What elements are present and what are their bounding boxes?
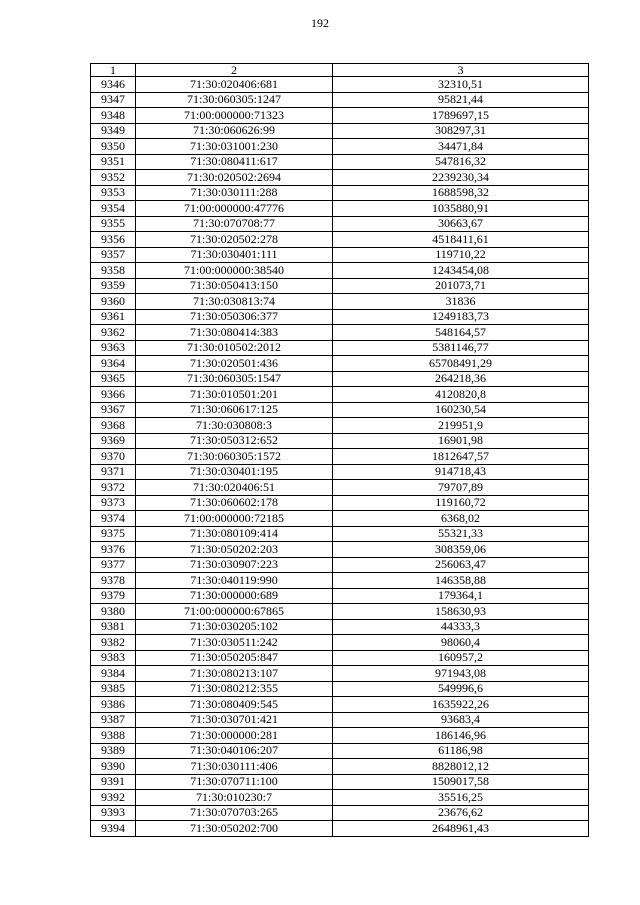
cadastral-number-cell: 71:30:030701:421 <box>136 712 333 728</box>
row-number-cell: 9346 <box>91 77 136 93</box>
table-row <box>91 697 589 713</box>
cadastral-number-cell: 71:00:000000:67865 <box>136 604 333 620</box>
table-row <box>91 418 589 434</box>
cadastral-number-cell: 71:30:030511:242 <box>136 635 333 651</box>
table-row <box>91 294 589 310</box>
row-number-cell: 9386 <box>91 697 136 713</box>
table-row <box>91 495 589 511</box>
table-row <box>91 232 589 248</box>
row-number-cell: 9359 <box>91 278 136 294</box>
table-row <box>91 526 589 542</box>
row-number-cell: 9356 <box>91 232 136 248</box>
row-number-cell: 9380 <box>91 604 136 620</box>
row-number-cell: 9365 <box>91 371 136 387</box>
row-number-cell: 9368 <box>91 418 136 434</box>
cadastral-number-cell: 71:30:050413:150 <box>136 278 333 294</box>
value-cell: 23676,62 <box>333 805 589 821</box>
table-row <box>91 201 589 217</box>
page-number: 192 <box>311 16 329 30</box>
value-cell: 35516,25 <box>333 790 589 806</box>
value-cell: 1789697,15 <box>333 108 589 124</box>
row-number-cell: 9362 <box>91 325 136 341</box>
table-row <box>91 170 589 186</box>
table-row <box>91 805 589 821</box>
cadastral-number-cell: 71:30:080213:107 <box>136 666 333 682</box>
row-number-cell: 9363 <box>91 340 136 356</box>
value-cell: 308359,06 <box>333 542 589 558</box>
table-row <box>91 511 589 527</box>
table-row <box>91 728 589 744</box>
table-row <box>91 371 589 387</box>
cadastral-number-cell: 71:30:020406:51 <box>136 480 333 496</box>
value-cell: 44333,3 <box>333 619 589 635</box>
table-row <box>91 263 589 279</box>
row-number-cell: 9366 <box>91 387 136 403</box>
value-cell: 2239230,34 <box>333 170 589 186</box>
cadastral-number-cell: 71:30:060305:1572 <box>136 449 333 465</box>
row-number-cell: 9350 <box>91 139 136 155</box>
row-number-cell: 9394 <box>91 821 136 837</box>
cadastral-number-cell: 71:30:080109:414 <box>136 526 333 542</box>
value-cell: 256063,47 <box>333 557 589 573</box>
row-number-cell: 9375 <box>91 526 136 542</box>
table-row <box>91 216 589 232</box>
cadastral-number-cell: 71:30:050306:377 <box>136 309 333 325</box>
value-cell: 1509017,58 <box>333 774 589 790</box>
value-cell: 31836 <box>333 294 589 310</box>
cadastral-number-cell: 71:30:080411:617 <box>136 154 333 170</box>
cadastral-number-cell: 71:30:000000:281 <box>136 728 333 744</box>
cadastral-number-cell: 71:30:030813:74 <box>136 294 333 310</box>
value-cell: 1243454,08 <box>333 263 589 279</box>
row-number-cell: 9388 <box>91 728 136 744</box>
table-row <box>91 774 589 790</box>
table-row <box>91 557 589 573</box>
table-row <box>91 666 589 682</box>
cadastral-number-cell: 71:30:060305:1547 <box>136 371 333 387</box>
row-number-cell: 9374 <box>91 511 136 527</box>
cadastral-number-cell: 71:30:010230:7 <box>136 790 333 806</box>
cadastral-number-cell: 71:30:060626:99 <box>136 123 333 139</box>
row-number-cell: 9360 <box>91 294 136 310</box>
value-cell: 548164,57 <box>333 325 589 341</box>
cadastral-number-cell: 71:30:040119:990 <box>136 573 333 589</box>
cadastral-number-cell: 71:30:031001:230 <box>136 139 333 155</box>
column-header-3: 3 <box>333 64 589 77</box>
value-cell: 547816,32 <box>333 154 589 170</box>
row-number-cell: 9357 <box>91 247 136 263</box>
row-number-cell: 9387 <box>91 712 136 728</box>
cadastral-number-cell: 71:30:070703:265 <box>136 805 333 821</box>
table-body <box>91 77 589 837</box>
cadastral-number-cell: 71:30:030111:406 <box>136 759 333 775</box>
value-cell: 5381146,77 <box>333 340 589 356</box>
cadastral-number-cell: 71:30:030205:102 <box>136 619 333 635</box>
table-row <box>91 185 589 201</box>
row-number-cell: 9392 <box>91 790 136 806</box>
cadastral-number-cell: 71:30:030401:195 <box>136 464 333 480</box>
cadastral-number-cell: 71:30:080409:545 <box>136 697 333 713</box>
value-cell: 6368,02 <box>333 511 589 527</box>
row-number-cell: 9369 <box>91 433 136 449</box>
cadastral-number-cell: 71:30:020406:681 <box>136 77 333 93</box>
value-cell: 549996,6 <box>333 681 589 697</box>
cadastral-number-cell: 71:30:030808:3 <box>136 418 333 434</box>
table-row <box>91 278 589 294</box>
row-number-cell: 9382 <box>91 635 136 651</box>
value-cell: 30663,67 <box>333 216 589 232</box>
table-header-row <box>91 64 589 77</box>
table-row <box>91 108 589 124</box>
row-number-cell: 9377 <box>91 557 136 573</box>
row-number-cell: 9361 <box>91 309 136 325</box>
table-row <box>91 635 589 651</box>
row-number-cell: 9372 <box>91 480 136 496</box>
table-row <box>91 325 589 341</box>
column-header-1: 1 <box>91 64 136 77</box>
value-cell: 186146,96 <box>333 728 589 744</box>
table-row <box>91 464 589 480</box>
value-cell: 160957,2 <box>333 650 589 666</box>
value-cell: 914718,43 <box>333 464 589 480</box>
table-row <box>91 573 589 589</box>
table-row <box>91 92 589 108</box>
value-cell: 146358,88 <box>333 573 589 589</box>
value-cell: 1812647,57 <box>333 449 589 465</box>
table-row <box>91 619 589 635</box>
column-header-2: 2 <box>136 64 333 77</box>
row-number-cell: 9353 <box>91 185 136 201</box>
table-row <box>91 480 589 496</box>
cadastral-number-cell: 71:30:050205:847 <box>136 650 333 666</box>
value-cell: 971943,08 <box>333 666 589 682</box>
cadastral-number-cell: 71:30:030907:223 <box>136 557 333 573</box>
table-row <box>91 402 589 418</box>
row-number-cell: 9391 <box>91 774 136 790</box>
table-row <box>91 309 589 325</box>
value-cell: 93683,4 <box>333 712 589 728</box>
cadastral-number-cell: 71:30:010502:2012 <box>136 340 333 356</box>
table-row <box>91 154 589 170</box>
value-cell: 2648961,43 <box>333 821 589 837</box>
value-cell: 179364,1 <box>333 588 589 604</box>
table-row <box>91 759 589 775</box>
cadastral-number-cell: 71:30:050202:700 <box>136 821 333 837</box>
row-number-cell: 9367 <box>91 402 136 418</box>
row-number-cell: 9348 <box>91 108 136 124</box>
cadastral-number-cell: 71:30:060617:125 <box>136 402 333 418</box>
cadastral-number-cell: 71:30:080414:383 <box>136 325 333 341</box>
row-number-cell: 9364 <box>91 356 136 372</box>
table-row <box>91 542 589 558</box>
table-row <box>91 743 589 759</box>
row-number-cell: 9383 <box>91 650 136 666</box>
row-number-cell: 9379 <box>91 588 136 604</box>
value-cell: 16901,98 <box>333 433 589 449</box>
cadastral-number-cell: 71:00:000000:38540 <box>136 263 333 279</box>
cadastral-number-cell: 71:30:050202:203 <box>136 542 333 558</box>
table-row <box>91 790 589 806</box>
row-number-cell: 9355 <box>91 216 136 232</box>
cadastral-number-cell: 71:30:030401:111 <box>136 247 333 263</box>
table-row <box>91 712 589 728</box>
value-cell: 4518411,61 <box>333 232 589 248</box>
value-cell: 160230,54 <box>333 402 589 418</box>
table-row <box>91 356 589 372</box>
cadastral-number-cell: 71:30:000000:689 <box>136 588 333 604</box>
cadastral-number-cell: 71:30:020502:2694 <box>136 170 333 186</box>
value-cell: 32310,51 <box>333 77 589 93</box>
table-row <box>91 340 589 356</box>
row-number-cell: 9349 <box>91 123 136 139</box>
cadastral-number-cell: 71:30:060602:178 <box>136 495 333 511</box>
value-cell: 4120820,8 <box>333 387 589 403</box>
table-row <box>91 123 589 139</box>
row-number-cell: 9373 <box>91 495 136 511</box>
row-number-cell: 9381 <box>91 619 136 635</box>
cadastral-table <box>90 63 589 837</box>
cadastral-number-cell: 71:00:000000:47776 <box>136 201 333 217</box>
cadastral-number-cell: 71:00:000000:72185 <box>136 511 333 527</box>
value-cell: 308297,31 <box>333 123 589 139</box>
cadastral-number-cell: 71:00:000000:71323 <box>136 108 333 124</box>
value-cell: 1635922,26 <box>333 697 589 713</box>
table-row <box>91 588 589 604</box>
cadastral-number-cell: 71:30:080212:355 <box>136 681 333 697</box>
table-row <box>91 681 589 697</box>
cadastral-number-cell: 71:30:070711:100 <box>136 774 333 790</box>
table-row <box>91 650 589 666</box>
row-number-cell: 9371 <box>91 464 136 480</box>
cadastral-number-cell: 71:30:010501:201 <box>136 387 333 403</box>
row-number-cell: 9393 <box>91 805 136 821</box>
value-cell: 158630,93 <box>333 604 589 620</box>
value-cell: 8828012,12 <box>333 759 589 775</box>
value-cell: 65708491,29 <box>333 356 589 372</box>
value-cell: 98060,4 <box>333 635 589 651</box>
value-cell: 34471,84 <box>333 139 589 155</box>
cadastral-number-cell: 71:30:020501:436 <box>136 356 333 372</box>
row-number-cell: 9385 <box>91 681 136 697</box>
row-number-cell: 9347 <box>91 92 136 108</box>
cadastral-number-cell: 71:30:040106:207 <box>136 743 333 759</box>
value-cell: 119710,22 <box>333 247 589 263</box>
cadastral-number-cell: 71:30:050312:652 <box>136 433 333 449</box>
row-number-cell: 9354 <box>91 201 136 217</box>
row-number-cell: 9390 <box>91 759 136 775</box>
value-cell: 95821,44 <box>333 92 589 108</box>
table-row <box>91 821 589 837</box>
row-number-cell: 9384 <box>91 666 136 682</box>
table-row <box>91 139 589 155</box>
row-number-cell: 9370 <box>91 449 136 465</box>
table-row <box>91 387 589 403</box>
row-number-cell: 9358 <box>91 263 136 279</box>
value-cell: 1035880,91 <box>333 201 589 217</box>
value-cell: 1688598,32 <box>333 185 589 201</box>
value-cell: 201073,71 <box>333 278 589 294</box>
row-number-cell: 9378 <box>91 573 136 589</box>
row-number-cell: 9352 <box>91 170 136 186</box>
row-number-cell: 9389 <box>91 743 136 759</box>
table-row <box>91 247 589 263</box>
cadastral-number-cell: 71:30:060305:1247 <box>136 92 333 108</box>
value-cell: 61186,98 <box>333 743 589 759</box>
value-cell: 119160,72 <box>333 495 589 511</box>
value-cell: 55321,33 <box>333 526 589 542</box>
cadastral-number-cell: 71:30:020502:278 <box>136 232 333 248</box>
value-cell: 264218,36 <box>333 371 589 387</box>
table-row <box>91 433 589 449</box>
value-cell: 1249183,73 <box>333 309 589 325</box>
row-number-cell: 9351 <box>91 154 136 170</box>
table-row <box>91 77 589 93</box>
table-row <box>91 604 589 620</box>
cadastral-number-cell: 71:30:070708:77 <box>136 216 333 232</box>
cadastral-number-cell: 71:30:030111:288 <box>136 185 333 201</box>
value-cell: 79707,89 <box>333 480 589 496</box>
row-number-cell: 9376 <box>91 542 136 558</box>
value-cell: 219951,9 <box>333 418 589 434</box>
table-row <box>91 449 589 465</box>
